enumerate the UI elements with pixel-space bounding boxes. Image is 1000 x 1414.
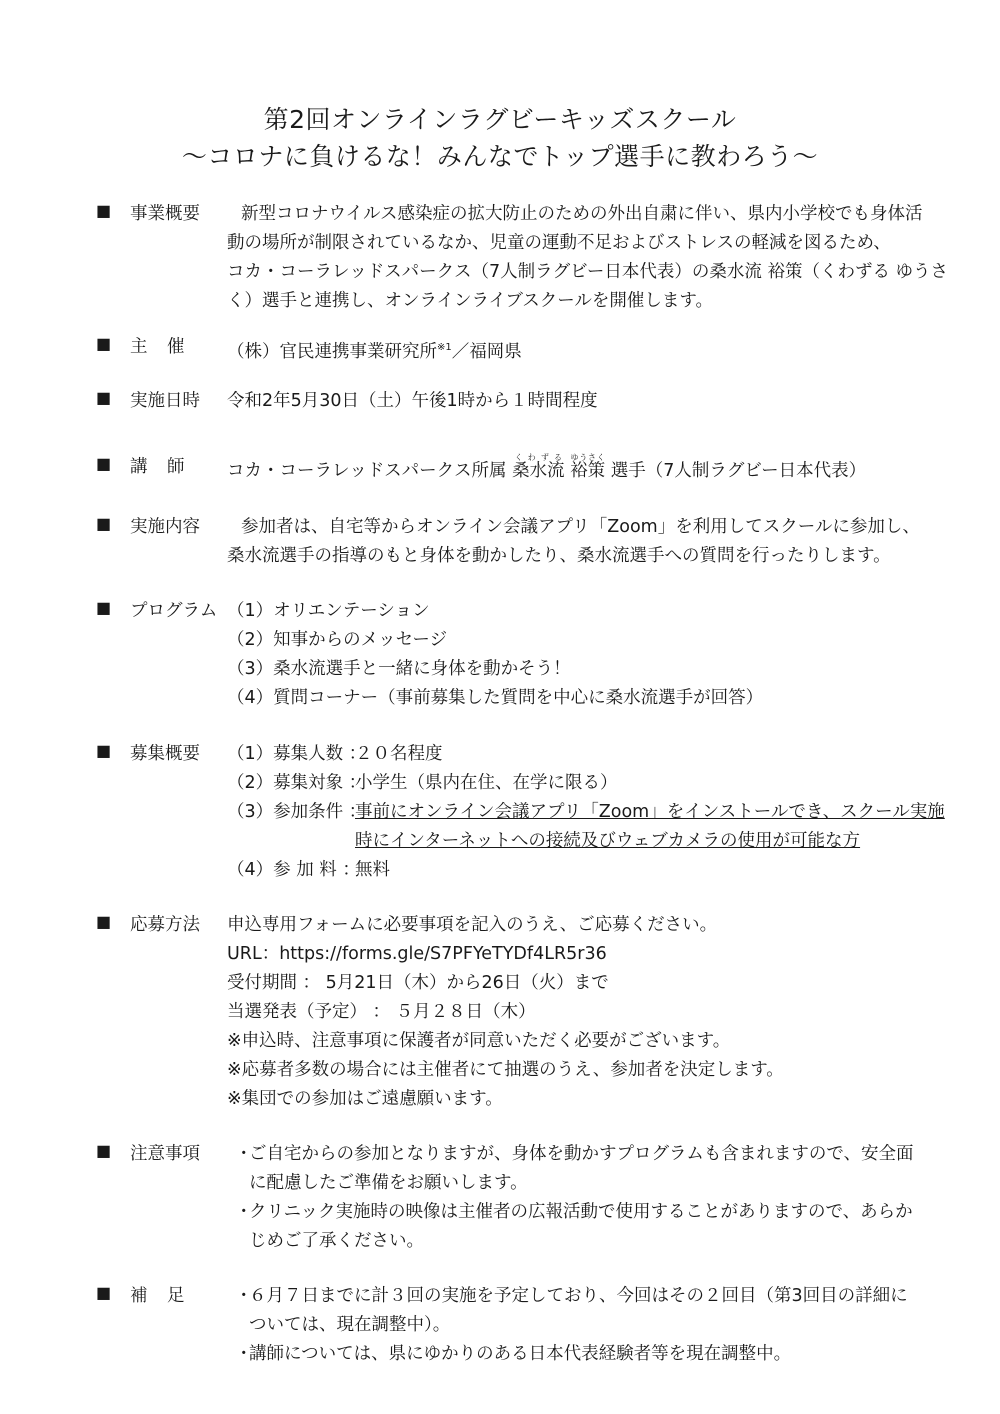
bullet-dot: ・ [235, 1286, 253, 1306]
given-reading: ゆうさく [570, 453, 606, 462]
instructor-surname: 桑水流くわずる [512, 453, 565, 481]
section-marker: ■ [96, 388, 112, 407]
body-line: 新型コロナウイルス感染症の拡大防止のための外出自粛に伴い、県内小学校でも身体活 [241, 204, 923, 224]
bullet-item: ・ 講師については、県にゆかりのある日本代表経験者等を現在調整中。 [227, 1340, 907, 1369]
bullet-dot: ・ [235, 1144, 253, 1164]
recruit-key: （2）募集対象 ： [227, 773, 367, 793]
body-line: コカ・コーラレッドスパークス（7人制ラグビー日本代表）の桑水流 裕策（くわずる ゆうさ [227, 262, 949, 282]
section-marker: ■ [96, 741, 112, 760]
application-period: 受付期間 ： 5月21日（木）から26日（火）まで [227, 973, 609, 993]
note-line: ※応募者多数の場合には主催者にて抽選のうえ、参加者を決定します。 [227, 1060, 784, 1080]
recruit-value: ２０名程度 [355, 744, 443, 764]
section-body [227, 453, 907, 486]
section-body [227, 911, 907, 1114]
recruit-item [227, 740, 907, 769]
section-marker: ■ [96, 334, 112, 353]
body-line: 申込専用フォームに必要事項を記入のうえ、ご応募ください。 [227, 915, 718, 935]
program-item: （2）知事からのメッセージ [227, 630, 448, 650]
bullet-item: ・ ご自宅からの参加となりますが、身体を動かすプログラムも含まれますので、安全面 に配慮したご準備をお願いします。 [227, 1140, 907, 1198]
section-marker: ■ [96, 1283, 112, 1302]
section-marker: ■ [96, 454, 112, 473]
section-body [227, 740, 945, 885]
recruit-value: 小学生（県内在住、在学に限る） [355, 773, 618, 793]
section-label: 実施内容 [130, 517, 200, 537]
bullet-dot: ・ [235, 1344, 253, 1364]
section-marker: ■ [96, 598, 112, 617]
section-label: 実施日時 [130, 391, 200, 411]
recruit-item [227, 798, 945, 827]
program-item: （3）桑水流選手と一緒に身体を動かそう！ [227, 659, 571, 679]
announcement-date: 当選発表（予定） ： ５月２８日（木） [227, 1002, 536, 1022]
section-label: 募集概要 [130, 744, 200, 764]
note-line: ※集団での参加はご遠慮願います。 [227, 1089, 503, 1109]
section-label: 注意事項 [130, 1144, 200, 1164]
form-url-link[interactable]: URL：https://forms.gle/S7PFYeTYDf4LR5r36 [227, 944, 607, 964]
organizer-suffix: ／福岡県 [451, 341, 522, 362]
recruit-key: （3）参加条件 ： [227, 802, 367, 822]
bullet-item: ・ ６月７日までに計３回の実施を予定しており、今回はその２回目（第3回目の詳細に ついては、現在調整中）。 [227, 1282, 907, 1340]
organizer-name: （株）官民連携事業研究所 [227, 341, 437, 362]
recruit-key: （1）募集人数 ： [227, 744, 367, 764]
section-label: 講 師 [130, 457, 186, 477]
recruit-value: 事前にオンライン会議アプリ「Zoom」をインストールでき、スクール実施 [355, 802, 945, 822]
recruit-value-continued: 時にインターネットへの接続及びウェブカメラの使用が可能な方 [355, 831, 861, 851]
body-line: 参加者は、自宅等からオンライン会議アプリ「Zoom」を利用してスクールに参加し、 [241, 517, 920, 537]
bullet-item: ・ クリニック実施時の映像は主催者の広報活動で使用することがありますので、あらか じめご了承ください。 [227, 1198, 907, 1256]
body-line: く）選手と連携し、オンラインライブスクールを開催します。 [227, 291, 713, 311]
document-title: 第2回オンラインラグビーキッズスクール [263, 105, 737, 134]
bullet-dot: ・ [235, 1202, 253, 1222]
program-item: （4）質問コーナー（事前募集した質問を中心に桑水流選手が回答） [227, 688, 764, 708]
section-body [227, 200, 949, 316]
recruit-item [227, 769, 907, 798]
body-line: 桑水流選手の指導のもと身体を動かしたり、桑水流選手への質問を行ったりします。 [227, 546, 891, 566]
instructor-team: コカ・コーラレッドスパークス所属 [227, 461, 507, 481]
section-label: 主 催 [130, 337, 186, 357]
section-body [227, 513, 920, 571]
section-body [227, 333, 907, 367]
section-marker: ■ [96, 201, 112, 220]
instructor-suffix: 選手（7人制ラグビー日本代表） [610, 461, 867, 481]
surname-reading: くわずる [512, 453, 565, 462]
section-label: 事業概要 [130, 204, 200, 224]
recruit-key: （4）参 加 料 ： [227, 860, 360, 880]
recruit-value: 無料 [355, 860, 390, 880]
section-body [227, 1140, 914, 1256]
section-marker: ■ [96, 912, 112, 931]
section-body [227, 597, 907, 713]
section-label: 補 足 [130, 1286, 186, 1306]
note-line: ※申込時、注意事項に保護者が同意いただく必要がございます。 [227, 1031, 731, 1051]
recruit-item [227, 856, 907, 885]
section-label: 応募方法 [130, 915, 200, 935]
section-body [227, 387, 907, 416]
document-subtitle: ～コロナに負けるな！みんなでトップ選手に教わろう～ [181, 142, 819, 171]
section-label: プログラム [130, 601, 218, 621]
section-marker: ■ [96, 1141, 112, 1160]
section-marker: ■ [96, 514, 112, 533]
section-body [227, 1282, 907, 1369]
date-text: 令和2年5月30日（土）午後1時から１時間程度 [227, 391, 598, 411]
program-item: （1）オリエンテーション [227, 601, 430, 621]
footnote-mark: ※1 [437, 342, 452, 353]
body-line: 動の場所が制限されているなか、児童の運動不足およびストレスの軽減を図るため、 [227, 233, 891, 253]
instructor-given-name: 裕策ゆうさく [570, 453, 606, 481]
